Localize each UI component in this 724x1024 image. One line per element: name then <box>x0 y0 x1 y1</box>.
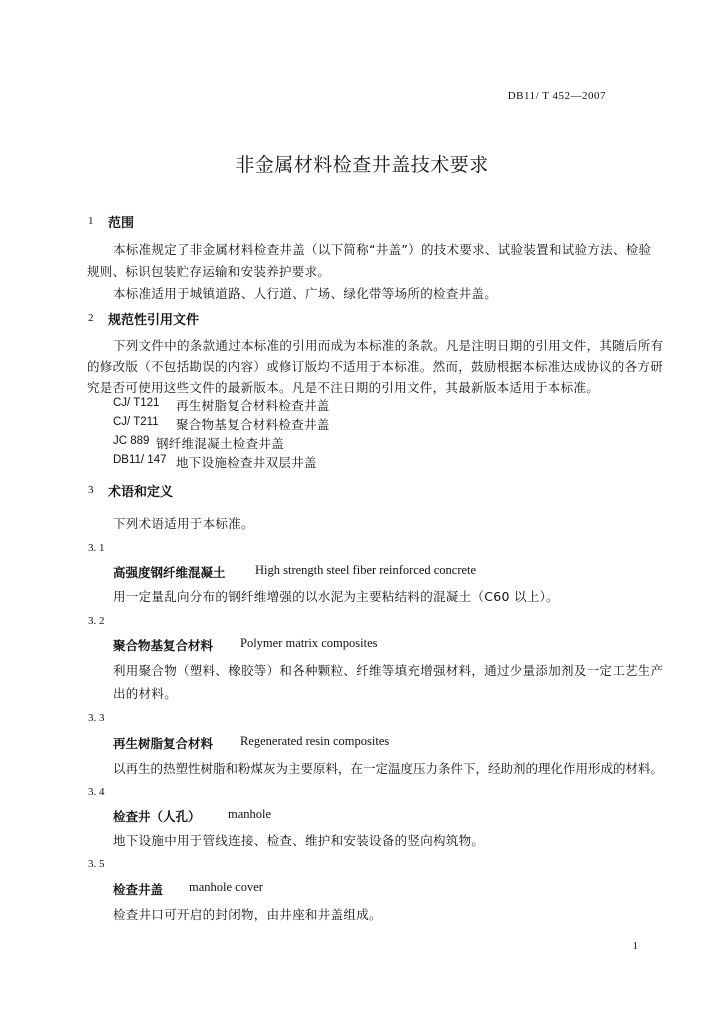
term-number: 3. 3 <box>88 712 105 724</box>
term-english: manhole cover <box>189 880 263 894</box>
term-number: 3. 2 <box>88 615 105 627</box>
paragraph-line: 规则、标识包装贮存运输和安装养护要求。 <box>87 264 331 279</box>
term-chinese: 再生树脂复合材料 <box>113 736 214 751</box>
term-number: 3. 1 <box>88 542 105 554</box>
term-chinese: 检查井盖 <box>113 882 164 897</box>
term-english: Regenerated resin composites <box>240 734 390 748</box>
paragraph-line: 究是否可使用这些文件的最新版本。凡是不注日期的引用文件，其最新版本适用于本标准。 <box>87 380 600 395</box>
section-title: 范围 <box>108 216 135 231</box>
paragraph-line: 下列术语适用于本标准。 <box>113 516 254 531</box>
page-number: 1 <box>632 940 638 952</box>
term-definition: 地下设施中用于管线连接、检查、维护和安装设备的竖向构筑物。 <box>113 833 485 848</box>
document-id: DB11/ T 452—2007 <box>507 90 606 102</box>
section-title: 术语和定义 <box>108 485 174 500</box>
term-chinese: 聚合物基复合材料 <box>113 638 214 653</box>
reference-code: JC 889 <box>113 435 150 447</box>
term-number: 3. 4 <box>88 786 105 798</box>
paragraph-line: 的修改版（不包括勘误的内容）或修订版均不适用于本标准。然而，鼓励根据本标准达成协议的各方研 <box>87 359 664 374</box>
reference-code: DB11/ 147 <box>113 454 167 466</box>
term-definition: 出的材料。 <box>113 686 178 701</box>
paragraph-line: 本标准适用于城镇道路、人行道、广场、绿化带等场所的检查井盖。 <box>113 286 498 301</box>
reference-code: CJ/ T121 <box>113 397 160 409</box>
page-title: 非金属材料检查井盖技术要求 <box>235 154 489 176</box>
reference-code: CJ/ T211 <box>113 416 159 428</box>
term-chinese: 检查井（人孔） <box>113 809 201 824</box>
section-title: 规范性引用文件 <box>108 313 200 328</box>
paragraph-line: 本标准规定了非金属材料检查井盖（以下简称“井盖”）的技术要求、试验装置和试验方法、检验 <box>113 242 652 257</box>
section-number: 3 <box>88 484 94 496</box>
reference-name: 地下设施检查井双层井盖 <box>176 455 317 470</box>
reference-name: 钢纤维混凝土检查井盖 <box>156 436 285 451</box>
term-english: High strength steel fiber reinforced concrete <box>255 563 477 577</box>
term-definition: 检查井口可开启的封闭物，由井座和井盖组成。 <box>113 907 382 922</box>
term-number: 3. 5 <box>88 858 105 870</box>
term-definition: 利用聚合物（塑料、橡胶等）和各种颗粒、纤维等填充增强材料，通过少量添加剂及一定工艺生产 <box>113 663 664 678</box>
reference-name: 聚合物基复合材料检查井盖 <box>176 417 330 432</box>
term-english: Polymer matrix composites <box>240 636 378 650</box>
section-number: 1 <box>88 215 94 227</box>
term-chinese: 高强度钢纤维混凝土 <box>113 565 226 580</box>
section-number: 2 <box>88 312 94 324</box>
term-english: manhole <box>228 807 272 821</box>
paragraph-line: 下列文件中的条款通过本标准的引用而成为本标准的条款。凡是注明日期的引用文件，其随后所有 <box>113 338 664 353</box>
term-definition: 用一定量乱向分布的钢纤维增强的以水泥为主要粘结料的混凝土（C60 以上）。 <box>113 589 559 604</box>
reference-name: 再生树脂复合材料检查井盖 <box>176 398 330 413</box>
term-definition: 以再生的热塑性树脂和粉煤灰为主要原料，在一定温度压力条件下，经助剂的理化作用形成的材料。 <box>113 761 664 776</box>
